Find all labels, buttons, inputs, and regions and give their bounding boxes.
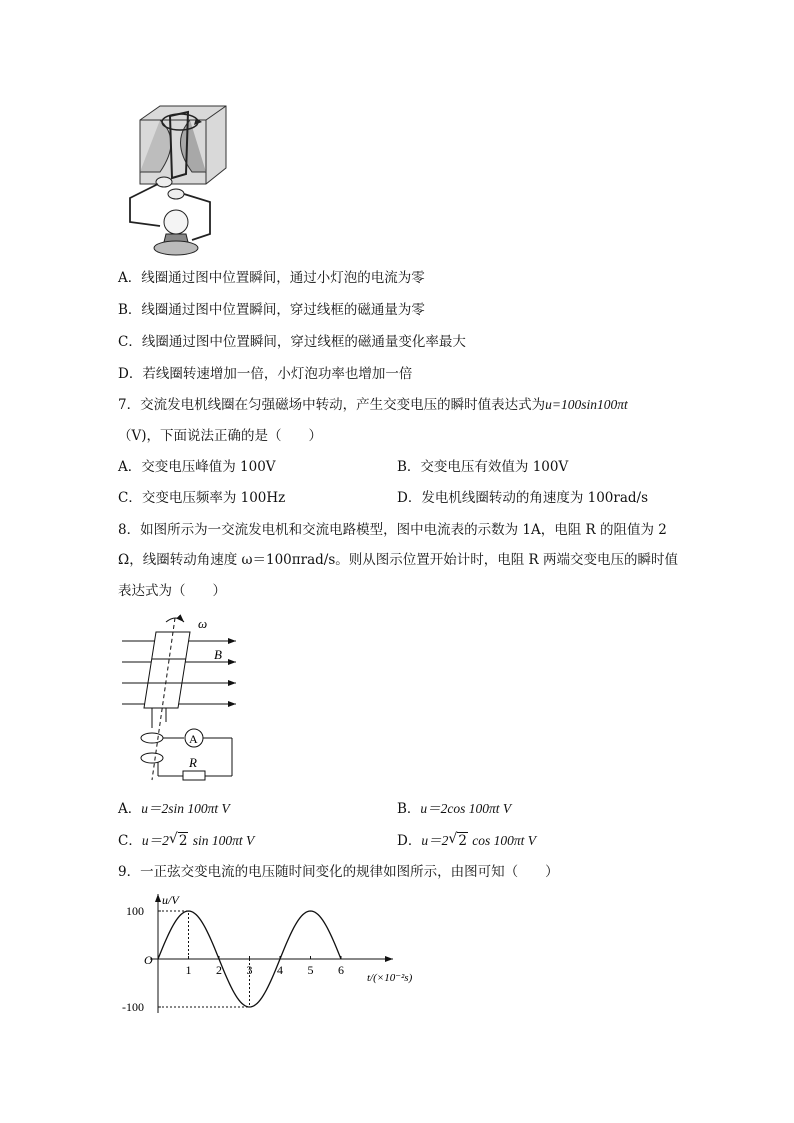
y-tick-label: 100 bbox=[126, 904, 144, 918]
q8-option-d-pre: u＝2 bbox=[421, 833, 449, 848]
q8-option-a bbox=[118, 800, 230, 818]
q7-stem-math: u=100sin100πt bbox=[545, 397, 628, 412]
q8-option-c-post: sin 100πt V bbox=[192, 833, 255, 848]
x-tick-label: 3 bbox=[246, 963, 253, 977]
q8-stem-line3: 表达式为（ ） bbox=[118, 583, 226, 599]
x-tick-label: 2 bbox=[216, 963, 222, 977]
ammeter-label: A bbox=[189, 732, 198, 746]
x-axis-label: t/(×10⁻²s) bbox=[367, 972, 413, 984]
q7-option-b: B．交变电压有效值为 100V bbox=[397, 459, 569, 475]
origin-label: O bbox=[144, 953, 153, 967]
q8-option-c-pre: u＝2 bbox=[141, 833, 169, 848]
q7-option-d: D．发电机线圈转动的角速度为 100rad/s bbox=[397, 490, 649, 506]
q8-option-c bbox=[118, 832, 254, 850]
q8-option-c-label: C． bbox=[118, 833, 142, 849]
q6-option-d: D．若线圈转速增加一倍，小灯泡功率也增加一倍 bbox=[118, 366, 413, 382]
q8-option-d-label: D． bbox=[397, 833, 422, 849]
q6-option-c: C．线圈通过图中位置瞬间，穿过线框的磁通量变化率最大 bbox=[118, 334, 466, 350]
q9-stem: 9．一正弦交变电流的电压随时间变化的规律如图所示，由图可知（ ） bbox=[118, 864, 559, 880]
q8-option-b-label: B． bbox=[397, 801, 421, 817]
sqrt-symbol bbox=[169, 832, 189, 850]
q7-stem-text: 7．交流发电机线圈在匀强磁场中转动，产生交变电压的瞬时值表达式为 bbox=[118, 397, 546, 413]
q6-option-b: B．线圈通过图中位置瞬间，穿过线框的磁通量为零 bbox=[118, 302, 425, 318]
resistor-label: R bbox=[189, 755, 197, 770]
x-tick-label: 4 bbox=[277, 963, 283, 977]
y-axis-label: u/V bbox=[162, 893, 179, 907]
q7-option-a: A．交变电压峰值为 100V bbox=[118, 459, 276, 475]
y-tick-label: -100 bbox=[122, 1000, 144, 1014]
sqrt-symbol bbox=[448, 832, 468, 850]
q7-stem-line1 bbox=[118, 396, 628, 414]
voltage-time-chart bbox=[118, 890, 438, 1015]
generator-circuit-figure bbox=[118, 612, 248, 787]
q8-stem-line1: 8．如图所示为一交流发电机和交流电路模型，图中电流表的示数为 1A，电阻 R 的阻值为 2 bbox=[118, 522, 667, 538]
field-label: B bbox=[214, 647, 222, 662]
q8-option-a-expr: u＝2sin 100πt V bbox=[141, 801, 230, 816]
x-tick-label: 5 bbox=[307, 963, 314, 977]
q8-option-d bbox=[397, 832, 536, 850]
resistor-symbol bbox=[183, 771, 205, 780]
generator-lamp-figure bbox=[130, 102, 240, 257]
q8-option-d-post: cos 100πt V bbox=[472, 833, 536, 848]
q6-option-a: A．线圈通过图中位置瞬间，通过小灯泡的电流为零 bbox=[118, 270, 425, 286]
q8-option-b bbox=[397, 800, 511, 818]
q8-option-a-label: A． bbox=[118, 801, 142, 817]
q8-option-d-rad: 2 bbox=[458, 833, 467, 849]
q8-option-b-expr: u＝2cos 100πt V bbox=[420, 801, 512, 816]
omega-label: ω bbox=[198, 616, 208, 631]
q7-stem-line2: （V)，下面说法正确的是（ ） bbox=[118, 428, 323, 444]
q7-option-c: C．交变电压频率为 100Hz bbox=[118, 490, 286, 506]
q8-option-c-rad: 2 bbox=[178, 833, 188, 849]
x-tick-label: 1 bbox=[185, 963, 192, 977]
q8-stem-line2: Ω，线圈转动角速度 ω＝100πrad/s。则从图示位置开始计时，电阻 R 两端交变电压的瞬时值 bbox=[118, 552, 678, 568]
x-tick-label: 6 bbox=[338, 963, 344, 977]
